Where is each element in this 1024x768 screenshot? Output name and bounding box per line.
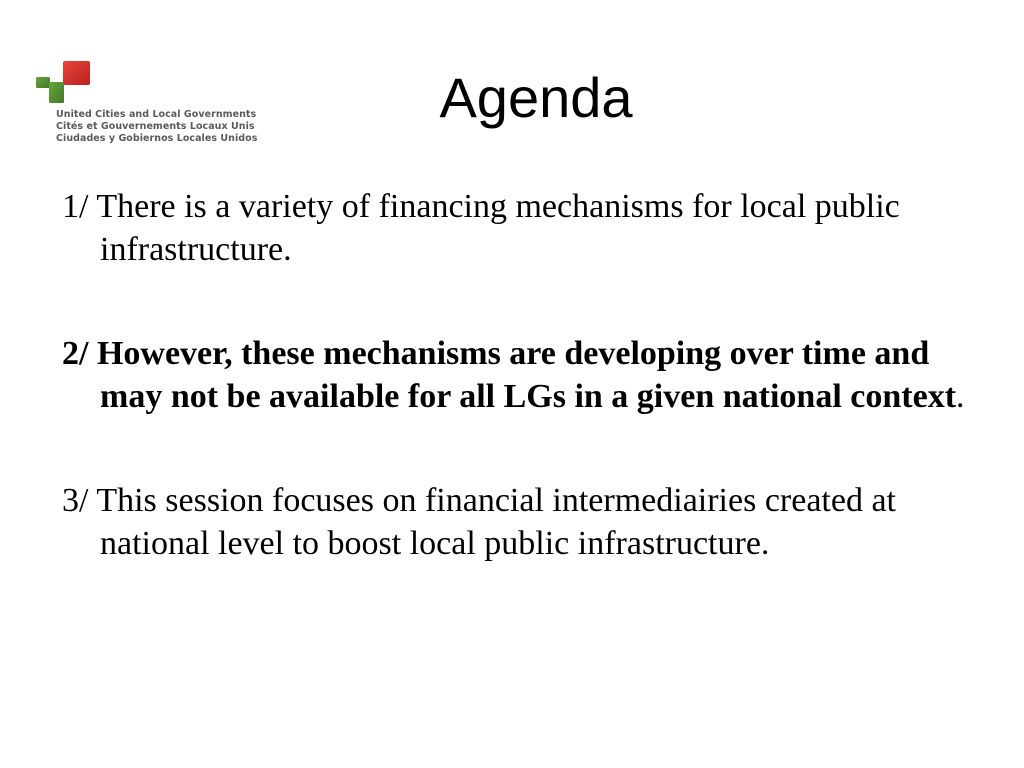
slide-title: Agenda — [439, 66, 633, 129]
agenda-item-text: 3/ This session focuses on financial intermediairies created at national level to boost local public infrastructure. — [62, 482, 896, 562]
agenda-item — [62, 185, 972, 271]
agenda-item-text: 2/ However, these mechanisms are developing over time and may not be available for all LGs in a given national context — [62, 335, 957, 415]
agenda-item — [62, 479, 972, 565]
agenda-item-text: 1/ There is a variety of financing mechanisms for local public infrastructure. — [62, 188, 900, 268]
agenda-item — [62, 332, 972, 418]
agenda-list — [62, 185, 972, 565]
logo-line-en: United Cities and Local Governments — [56, 109, 257, 120]
logo-line-fr: Cités et Gouvernements Locaux Unis — [56, 121, 255, 132]
agenda-item-trailing: . — [956, 378, 965, 415]
logo-line-es: Ciudades y Gobiernos Locales Unidos — [56, 133, 258, 144]
